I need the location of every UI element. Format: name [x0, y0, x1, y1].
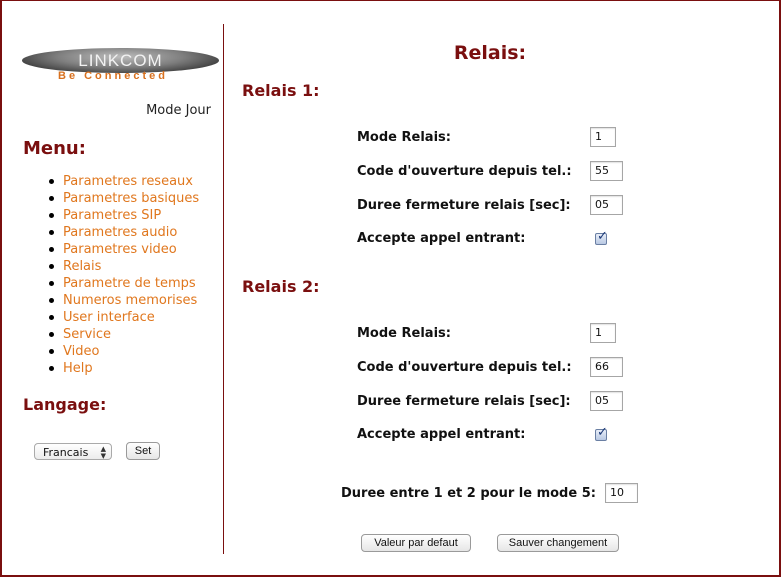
- mode5-label: Duree entre 1 et 2 pour le mode 5:: [341, 486, 596, 501]
- menu-item-label: Parametres reseaux: [63, 174, 193, 189]
- bullet-icon: [49, 315, 54, 320]
- menu-item-label: Parametres audio: [63, 225, 178, 240]
- menu-item-service[interactable]: [23, 326, 199, 343]
- relais2-code-field[interactable]: 66: [590, 357, 623, 377]
- checkmark-icon: ✓: [597, 425, 608, 440]
- language-select[interactable]: [34, 443, 112, 460]
- sidebar-divider: [223, 24, 224, 554]
- relais1-mode-label: Mode Relais:: [357, 130, 451, 145]
- language-select-value: Francais: [43, 446, 89, 459]
- menu-item-relais[interactable]: [23, 258, 199, 275]
- menu-item-label: Service: [63, 327, 112, 342]
- relais1-accept-label: Accepte appel entrant:: [357, 231, 526, 246]
- logo-name: LINKCOM: [78, 51, 163, 70]
- bullet-icon: [49, 213, 54, 218]
- menu-item-parametres-basiques[interactable]: [23, 190, 199, 207]
- menu-item-label: Numeros memorises: [63, 293, 198, 308]
- relais1-code-field[interactable]: 55: [590, 161, 623, 181]
- relais2-accept-label: Accepte appel entrant:: [357, 427, 526, 442]
- relais2-title: Relais 2:: [242, 277, 320, 296]
- set-language-button[interactable]: Set: [126, 442, 160, 460]
- menu-item-user-interface[interactable]: [23, 309, 199, 326]
- bullet-icon: [49, 281, 54, 286]
- relais2-code-label: Code d'ouverture depuis tel.:: [357, 360, 572, 375]
- bullet-icon: [49, 247, 54, 252]
- checkmark-icon: ✓: [597, 229, 608, 244]
- menu-title: Menu:: [23, 138, 86, 159]
- language-title: Langage:: [23, 395, 107, 414]
- relais1-accept-checkbox[interactable]: [595, 229, 608, 245]
- menu-item-label: Relais: [63, 259, 102, 274]
- logo: [22, 44, 222, 88]
- menu-item-parametres-sip[interactable]: [23, 207, 199, 224]
- page-title: Relais:: [453, 42, 527, 64]
- menu-item-label: Parametre de temps: [63, 276, 196, 291]
- menu-item-parametres-video[interactable]: [23, 241, 199, 258]
- relais2-duree-label: Duree fermeture relais [sec]:: [357, 394, 571, 409]
- menu-item-label: Video: [63, 344, 100, 359]
- relais2-duree-field[interactable]: 05: [590, 391, 623, 411]
- bullet-icon: [49, 366, 54, 371]
- relais2-mode-label: Mode Relais:: [357, 326, 451, 341]
- bullet-icon: [49, 179, 54, 184]
- relais1-duree-label: Duree fermeture relais [sec]:: [357, 198, 571, 213]
- relais2-accept-checkbox[interactable]: [595, 425, 608, 441]
- menu-item-label: Help: [63, 361, 93, 376]
- bullet-icon: [49, 196, 54, 201]
- menu-item-parametres-audio[interactable]: [23, 224, 199, 241]
- menu-item-label: Parametres basiques: [63, 191, 200, 206]
- bullet-icon: [49, 332, 54, 337]
- menu-item-help[interactable]: [23, 360, 199, 377]
- bullet-icon: [49, 298, 54, 303]
- bullet-icon: [49, 349, 54, 354]
- menu-item-video[interactable]: [23, 343, 199, 360]
- menu-item-label: Parametres SIP: [63, 208, 162, 223]
- relais1-duree-field[interactable]: 05: [590, 195, 623, 215]
- menu-item-parametres-reseaux[interactable]: [23, 173, 199, 190]
- mode-indicator: Mode Jour: [146, 103, 211, 118]
- select-arrows-icon: ▲ ▼: [100, 445, 106, 460]
- menu-item-label: Parametres video: [63, 242, 177, 257]
- mode5-field[interactable]: 10: [605, 483, 638, 503]
- menu-item-numeros-memorises[interactable]: [23, 292, 199, 309]
- menu-item-parametre-de-temps[interactable]: [23, 275, 199, 292]
- bullet-icon: [49, 264, 54, 269]
- sidebar: [0, 0, 223, 578]
- relais1-title: Relais 1:: [242, 81, 320, 100]
- relais2-mode-field[interactable]: 1: [590, 323, 616, 343]
- default-values-button[interactable]: Valeur par defaut: [361, 534, 471, 552]
- relais1-mode-field[interactable]: 1: [590, 127, 616, 147]
- menu-item-label: User interface: [63, 310, 155, 325]
- menu-list: [23, 173, 199, 377]
- bullet-icon: [49, 230, 54, 235]
- relais1-code-label: Code d'ouverture depuis tel.:: [357, 164, 572, 179]
- save-changes-button[interactable]: Sauver changement: [497, 534, 619, 552]
- logo-tagline: Be Connected: [58, 70, 168, 82]
